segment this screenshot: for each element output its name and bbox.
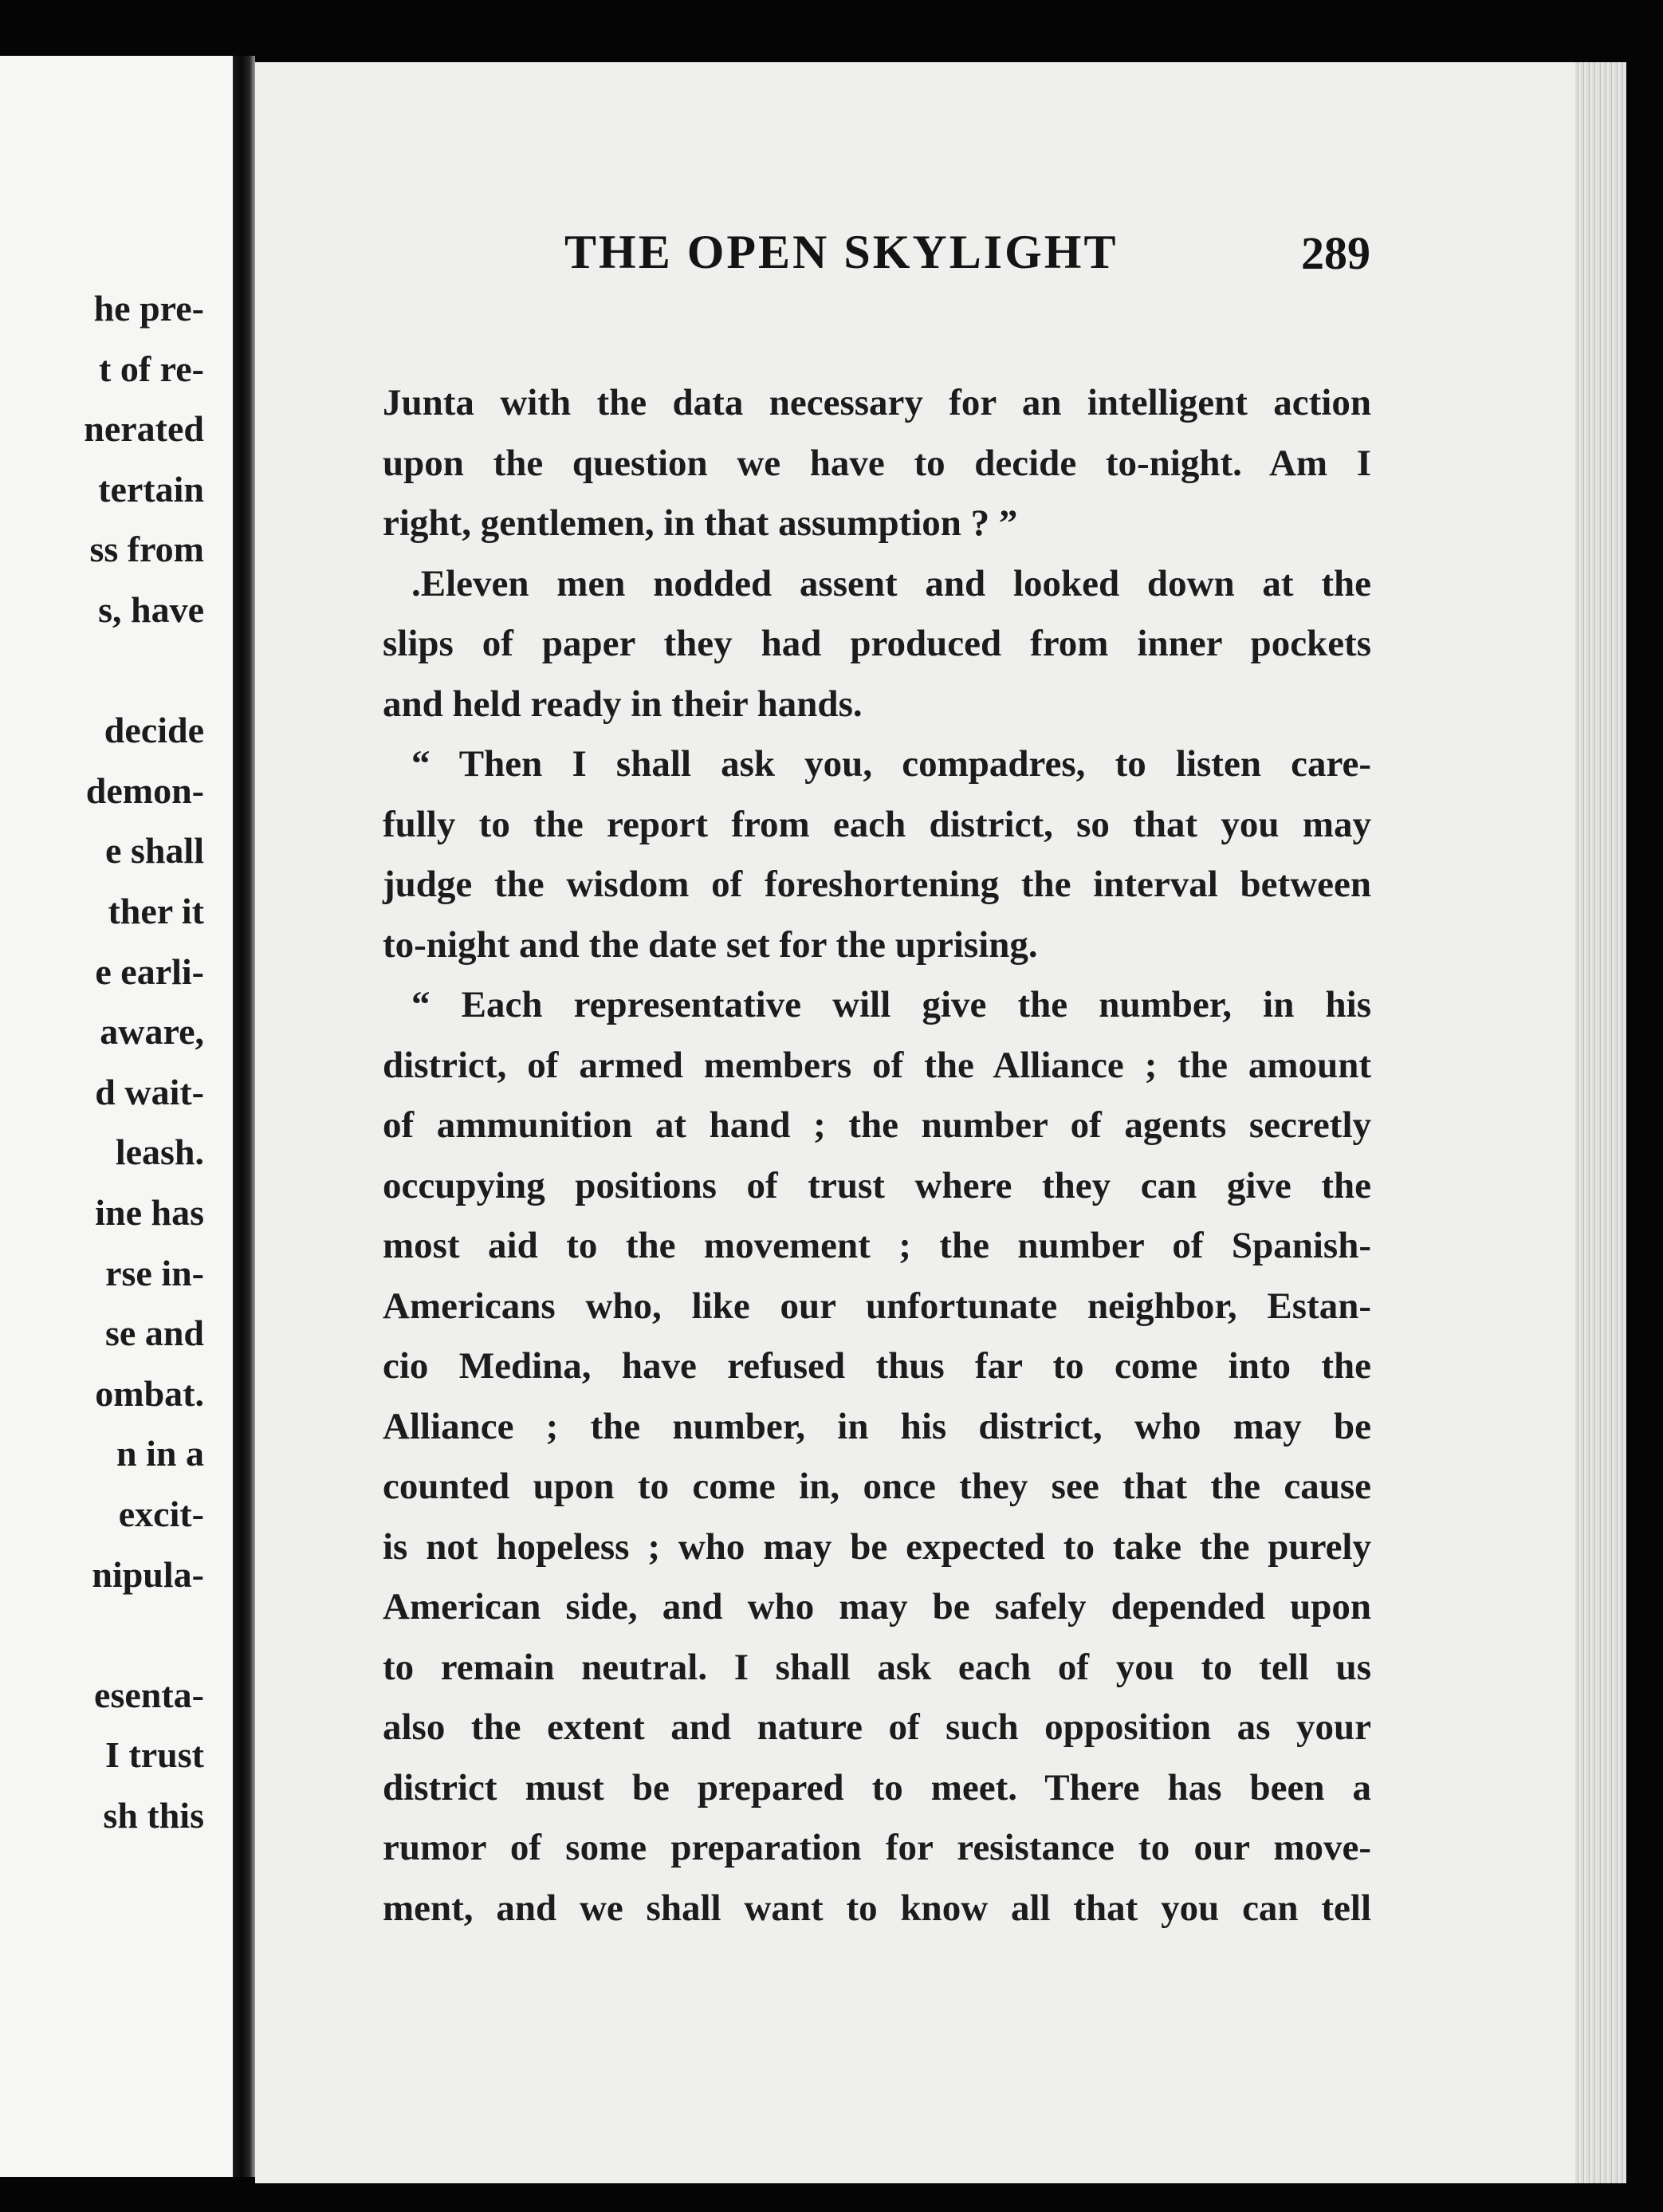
previous-page-line: sh this (103, 1795, 204, 1836)
body-text-line: district must be prepared to meet. There has been a (383, 1766, 1371, 1809)
body-text-line: “ Then I shall ask you, compadres, to listen care- (411, 743, 1371, 785)
previous-page-line: ine has (95, 1192, 204, 1233)
running-head (255, 62, 1626, 381)
body-text-line: ment, and we shall want to know all that you can tell (383, 1887, 1371, 1929)
body-text-line: occupying positions of trust where they can give the (383, 1164, 1371, 1206)
page-body-text (383, 373, 1371, 1938)
book-page (255, 62, 1626, 2183)
previous-page-line: aware, (100, 1011, 204, 1053)
previous-page-line: rse in- (105, 1252, 204, 1293)
previous-page-line: excit- (118, 1494, 204, 1534)
body-text-line: judge the wisdom of foreshortening the interval between (383, 864, 1371, 905)
previous-page-line: I trust (105, 1734, 204, 1776)
previous-page-fragment (0, 56, 233, 2177)
running-head-title: THE OPEN SKYLIGHT (564, 226, 1118, 278)
previous-page-line: nipula- (92, 1553, 204, 1595)
previous-page-line: d wait- (95, 1071, 204, 1112)
page-edge-stack (1575, 62, 1626, 2183)
body-text-line: counted upon to come in, once they see that the cause (383, 1466, 1371, 1507)
body-text-line: right, gentlemen, in that assumption ? ” (383, 502, 1018, 544)
body-text-line: “ Each representative will give the number, in his (411, 984, 1371, 1025)
body-text-line: Alliance ; the number, in his district, who may be (383, 1405, 1371, 1447)
previous-page-line: se and (105, 1313, 204, 1354)
previous-page-line: demon- (85, 769, 204, 811)
body-text-line: Americans who, like our unfortunate neighbor, Estan- (383, 1285, 1371, 1327)
previous-page-line: decide (104, 710, 204, 751)
body-text-line: to remain neutral. I shall ask each of you to tell us (383, 1646, 1371, 1688)
previous-page-line: ss from (89, 529, 204, 570)
previous-page-line: n in a (116, 1433, 204, 1474)
previous-page-line: e earli- (95, 951, 204, 992)
body-text-line: of ammunition at hand ; the number of agents secretly (383, 1104, 1371, 1146)
body-text-line: .Eleven men nodded assent and looked down at the (411, 562, 1371, 604)
body-text-line: and held ready in their hands. (383, 683, 863, 725)
previous-page-line: esenta- (94, 1674, 204, 1715)
body-text-line: most aid to the movement ; the number of Spanish- (383, 1225, 1371, 1266)
book-gutter (233, 56, 255, 2177)
body-text-line: fully to the report from each district, so that you may (383, 803, 1371, 845)
body-text-line: also the extent and nature of such opposition as your (383, 1706, 1371, 1748)
previous-page-line: leash. (115, 1132, 204, 1173)
previous-page-line: ther it (108, 891, 204, 931)
body-text-line: to-night and the date set for the uprising. (383, 923, 1038, 966)
body-text-line: upon the question we have to decide to-night. Am I (383, 442, 1371, 484)
body-text-line: district, of armed members of the Alliance ; the amount (383, 1044, 1371, 1086)
body-text-line: Junta with the data necessary for an intelligent action (383, 382, 1371, 423)
body-text-line: cio Medina, have refused thus far to come into the (383, 1345, 1371, 1387)
body-text-line: rumor of some preparation for resistance to our move- (383, 1827, 1371, 1868)
previous-page-line: he pre- (93, 288, 204, 329)
body-text-line: American side, and who may be safely depended upon (383, 1586, 1371, 1628)
page-number: 289 (1301, 227, 1370, 279)
previous-page-line: nerated (84, 408, 204, 450)
previous-page-line: tertain (98, 468, 204, 510)
previous-page-line: t of re- (99, 348, 204, 389)
previous-page-line: ombat. (95, 1372, 204, 1414)
body-text-line: slips of paper they had produced from inner pockets (383, 623, 1371, 664)
previous-page-line: e shall (105, 830, 204, 872)
body-text-line: is not hopeless ; who may be expected to take the purely (383, 1525, 1371, 1568)
previous-page-line: s, have (98, 589, 204, 630)
